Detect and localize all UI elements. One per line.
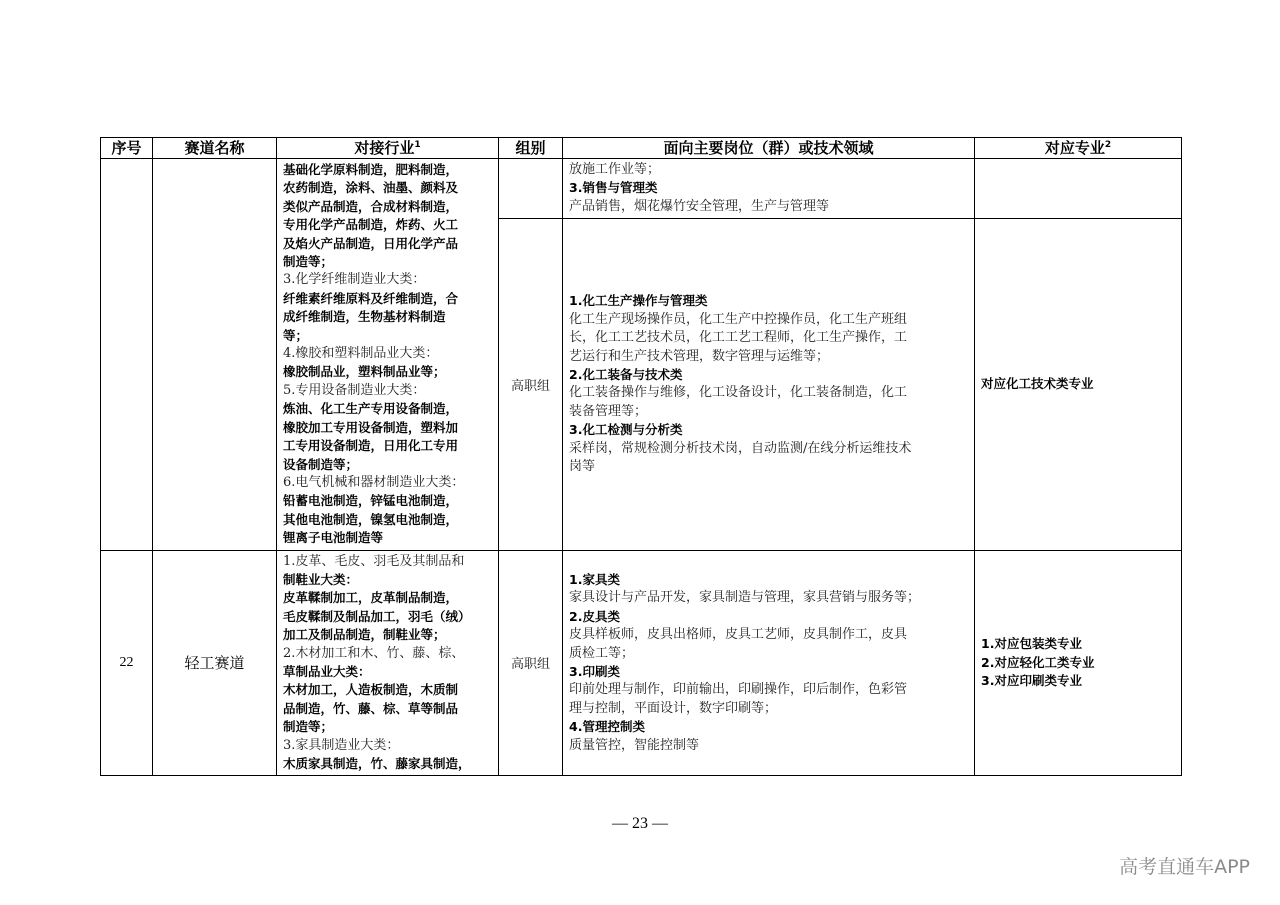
- header-group: 组别: [499, 138, 563, 159]
- text-line: 5.专用设备制造业大类：: [283, 382, 426, 398]
- text-line: 质检工等；: [569, 645, 635, 661]
- header-major: 对应专业$^2$: [975, 138, 1182, 159]
- major-cell: [975, 219, 1182, 550]
- text-line: 毛皮鞣制及制品加工，羽毛（绒）: [283, 608, 471, 624]
- text-line: 1.家具类: [569, 571, 620, 587]
- positions-cell: [563, 550, 975, 776]
- text-line: 基础化学原料制造，肥料制造，: [283, 162, 459, 177]
- competition-table: [100, 137, 1182, 776]
- header-positions: 面向主要岗位（群）或技术领域: [563, 138, 975, 159]
- track-cell: [153, 159, 277, 551]
- text-line: 3.对应印刷类专业: [981, 673, 1082, 689]
- position-lines: [563, 159, 974, 218]
- text-line: 1.化工生产操作与管理类: [569, 293, 708, 309]
- text-line: 皮革鞣制加工，皮革制品制造，: [283, 590, 459, 606]
- text-line: 制造等；: [283, 719, 334, 735]
- text-line: 锂离子电池制造等: [283, 530, 384, 546]
- text-line: 2.对应轻化工类专业: [981, 654, 1095, 670]
- text-line: 6.电气机械和器材制造业大类：: [283, 474, 465, 490]
- table-row: [101, 550, 1182, 776]
- positions-cell: [563, 219, 975, 550]
- major-cell: [975, 550, 1182, 776]
- text-line: 3.化工检测与分析类: [569, 422, 683, 438]
- watermark: 高考直通车APP: [1119, 856, 1250, 878]
- text-line: 草制品业大类：: [283, 663, 371, 679]
- text-line: 采样岗，常规检测分析技术岗，自动监测/在线分析运维技术: [569, 440, 912, 456]
- text-line: 橡胶制品业，塑料制品业等；: [283, 364, 446, 380]
- group-cell: [499, 159, 563, 219]
- text-line: 农药制造，涂料、油墨、颜料及: [283, 180, 459, 196]
- industry-lines: [277, 159, 498, 550]
- text-line: 2.皮具类: [569, 608, 620, 624]
- industry-lines: [277, 551, 498, 776]
- text-line: 其他电池制造，镍氢电池制造，: [283, 511, 459, 527]
- text-line: 家具设计与产品开发，家具制造与管理，家具营销与服务等；: [569, 590, 921, 606]
- industry-cell: [277, 159, 499, 551]
- table-row: [101, 159, 1182, 219]
- text-line: 制鞋业大类：: [283, 571, 359, 587]
- text-line: 印前处理与制作，印前输出，印刷操作，印后制作，色彩管: [569, 682, 908, 698]
- text-line: 木材加工，人造板制造，木质制: [283, 682, 459, 698]
- text-line: 3.印刷类: [569, 663, 620, 679]
- text-line: 纤维素纤维原料及纤维制造，合: [283, 290, 459, 306]
- text-line: 木质家具制造，竹、藤家具制造，: [283, 756, 471, 771]
- text-line: 艺运行和生产技术管理，数字管理与运维等；: [569, 348, 830, 364]
- text-line: 化工生产现场操作员，化工生产中控操作员，化工生产班组: [569, 311, 908, 327]
- header-industry-footnote: 1: [414, 140, 421, 150]
- header-industry: 对接行业$^1$: [277, 138, 499, 159]
- text-line: 4.管理控制类: [569, 719, 645, 735]
- text-line: 化工装备操作与维修，化工设备设计，化工装备制造，化工: [569, 385, 908, 401]
- text-line: 设备制造等；: [283, 456, 359, 472]
- text-line: 产品销售，烟花爆竹安全管理，生产与管理等: [569, 198, 830, 214]
- text-line: 长，化工工艺技术员，化工工艺工程师，化工生产操作，工: [569, 330, 908, 346]
- text-line: 类似产品制造，合成材料制造，: [283, 198, 459, 214]
- seq-cell: [101, 159, 153, 551]
- header-major-footnote: 2: [1104, 140, 1112, 150]
- text-line: 3.销售与管理类: [569, 180, 658, 196]
- text-line: 理与控制，平面设计，数字印刷等；: [569, 700, 778, 716]
- text-line: 装备管理等；: [569, 403, 648, 419]
- header-seq: 序号: [101, 138, 153, 159]
- text-line: 铅蓄电池制造，锌锰电池制造，: [283, 493, 459, 509]
- text-line: 工专用设备制造，日用化工专用: [283, 438, 459, 454]
- text-line: 3.家具制造业大类：: [283, 737, 400, 753]
- seq-cell: 22: [101, 550, 153, 776]
- page-number: — 23 —: [612, 815, 668, 832]
- text-line: 及焰火产品制造，日用化学产品: [283, 235, 459, 251]
- industry-cell: [277, 550, 499, 776]
- text-line: 橡胶加工专用设备制造，塑料加: [283, 419, 459, 435]
- text-line: 等；: [283, 327, 309, 343]
- position-lines: [563, 569, 974, 757]
- group-cell: 高职组: [499, 550, 563, 776]
- text-line: 专用化学产品制造，炸药、火工: [283, 217, 459, 233]
- text-line: 加工及制品制造，制鞋业等；: [283, 627, 446, 643]
- position-lines: [563, 290, 974, 478]
- text-line: 制造等；: [283, 254, 334, 270]
- text-line: 品制造，竹、藤、棕、草等制品: [283, 700, 459, 716]
- text-line: 1.皮革、毛皮、羽毛及其制品和: [283, 553, 465, 569]
- header-track: 赛道名称: [153, 138, 277, 159]
- track-cell: 轻工赛道: [153, 550, 277, 776]
- table-header-row: [101, 138, 1182, 159]
- text-line: 1.对应包装类专业: [981, 636, 1082, 652]
- text-line: 2.化工装备与技术类: [569, 367, 683, 383]
- text-line: 质量管控，智能控制等: [569, 737, 700, 753]
- positions-cell: [563, 159, 975, 219]
- text-line: 3.化学纤维制造业大类：: [283, 272, 426, 288]
- text-line: 炼油、化工生产专用设备制造，: [283, 401, 459, 417]
- text-line: 岗等: [569, 459, 596, 475]
- group-cell: 高职组: [499, 219, 563, 550]
- major-lines: [975, 633, 1181, 692]
- major-cell: [975, 159, 1182, 219]
- text-line: 成纤维制造，生物基材料制造: [283, 309, 446, 325]
- major-text: 对应化工技术类专业: [981, 376, 1094, 392]
- text-line: 放施工作业等；: [569, 162, 661, 177]
- text-line: 4.橡胶和塑料制品业大类：: [283, 346, 439, 362]
- text-line: 2.木材加工和木、竹、藤、棕、: [283, 645, 465, 661]
- text-line: 皮具样板师，皮具出格师，皮具工艺师，皮具制作工，皮具: [569, 627, 908, 643]
